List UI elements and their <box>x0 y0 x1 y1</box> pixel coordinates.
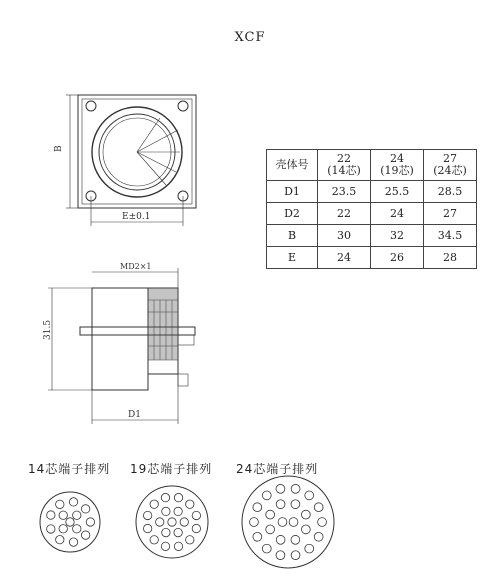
table-cell: 28.5 <box>424 181 477 203</box>
pin-hole <box>162 507 170 515</box>
drawing-title: XCF <box>234 30 266 45</box>
pin-hole <box>276 484 285 493</box>
pin-hole <box>318 518 327 527</box>
dim-md-label: MD2×1 <box>120 262 152 271</box>
table-cell: 27 <box>424 203 477 225</box>
pin-hole <box>174 542 182 550</box>
pin-hole <box>289 518 298 527</box>
row-label: E <box>267 247 318 269</box>
pin-hole <box>253 503 262 512</box>
header-pins: (19芯) <box>380 164 414 177</box>
pin-hole <box>143 524 151 532</box>
table-cell: 24 <box>318 247 371 269</box>
header-size: 22 <box>337 152 351 165</box>
pin-hole <box>186 536 194 544</box>
pin-hole <box>186 500 194 508</box>
pin-hole <box>81 505 89 513</box>
pin-hole <box>305 544 314 553</box>
pin-hole <box>73 525 81 533</box>
layout-caption-14: 14芯端子排列 <box>28 462 111 476</box>
pin-layout-outline <box>242 476 334 568</box>
pin-layout-outline <box>136 486 208 558</box>
front-view <box>66 95 196 226</box>
header-pins: (14芯) <box>327 164 361 177</box>
table-cell: 24 <box>371 203 424 225</box>
pin-hole <box>143 511 151 519</box>
pin-hole <box>47 511 55 519</box>
pin-layouts <box>40 476 334 568</box>
dim-d1-label: D1 <box>128 410 141 420</box>
pin-hole <box>56 535 64 543</box>
pin-hole <box>86 518 94 526</box>
table-row <box>267 225 477 247</box>
table-cell: 32 <box>371 225 424 247</box>
pin-hole <box>276 551 285 560</box>
pin-layout-outline <box>40 492 100 552</box>
dim-h-label: 31.5 <box>43 319 53 340</box>
insert-shading <box>148 288 178 360</box>
pin-hole <box>174 507 182 515</box>
pin-hole <box>59 525 67 533</box>
pin-hole <box>262 544 271 553</box>
layout-caption-24: 24芯端子排列 <box>236 462 319 476</box>
header-size: 24 <box>390 152 404 165</box>
pin-hole <box>174 528 182 536</box>
pin-hole <box>150 500 158 508</box>
pin-hole <box>266 510 275 519</box>
pin-hole <box>156 518 164 526</box>
pin-hole <box>262 491 271 500</box>
pin-hole <box>314 532 323 541</box>
row-label: D2 <box>267 203 318 225</box>
dim-b-label: B <box>54 145 64 152</box>
header-cell <box>371 150 424 181</box>
table-header-row <box>267 150 477 181</box>
header-pins: (24芯) <box>433 164 467 177</box>
table-cell: 30 <box>318 225 371 247</box>
pin-hole <box>278 518 287 527</box>
pin-hole <box>59 511 67 519</box>
pin-hole <box>301 525 310 534</box>
pin-hole <box>69 538 77 546</box>
pin-hole <box>314 503 323 512</box>
pin-hole <box>291 500 300 509</box>
pin-hole <box>305 491 314 500</box>
pin-hole <box>161 493 169 501</box>
header-cell: 壳体号 <box>267 150 318 181</box>
mounting-hole <box>86 101 96 111</box>
pin-hole <box>291 484 300 493</box>
table-cell: 25.5 <box>371 181 424 203</box>
pin-hole <box>161 542 169 550</box>
pin-hole <box>174 493 182 501</box>
pin-hole <box>66 518 74 526</box>
row-label: D1 <box>267 181 318 203</box>
table-row <box>267 181 477 203</box>
table-cell: 28 <box>424 247 477 269</box>
layout-caption-19: 19芯端子排列 <box>130 462 213 476</box>
table-cell: 26 <box>371 247 424 269</box>
pin-hole <box>168 518 176 526</box>
table-cell: 34.5 <box>424 225 477 247</box>
pin-hole <box>81 531 89 539</box>
pin-hole <box>162 528 170 536</box>
table-row <box>267 203 477 225</box>
pin-hole <box>69 498 77 506</box>
pin-hole <box>192 524 200 532</box>
pin-hole <box>250 518 259 527</box>
pin-hole <box>276 500 285 509</box>
pin-hole <box>301 510 310 519</box>
header-size: 27 <box>443 152 457 165</box>
header-cell <box>424 150 477 181</box>
pin-hole <box>253 532 262 541</box>
table-cell: 22 <box>318 203 371 225</box>
row-label: B <box>267 225 318 247</box>
pin-hole <box>150 536 158 544</box>
pin-hole <box>276 535 285 544</box>
pin-hole <box>180 518 188 526</box>
dim-e-label: E±0.1 <box>122 212 151 222</box>
header-cell <box>318 150 371 181</box>
pin-hole <box>47 525 55 533</box>
pin-hole <box>56 500 64 508</box>
pin-hole <box>192 511 200 519</box>
mounting-hole <box>178 101 188 111</box>
pin-hole <box>73 511 81 519</box>
pin-hole <box>291 551 300 560</box>
spec-table <box>266 149 477 269</box>
table-cell: 23.5 <box>318 181 371 203</box>
table-row <box>267 247 477 269</box>
connector-body <box>92 288 148 390</box>
pin-hole <box>291 535 300 544</box>
pin-hole <box>266 525 275 534</box>
